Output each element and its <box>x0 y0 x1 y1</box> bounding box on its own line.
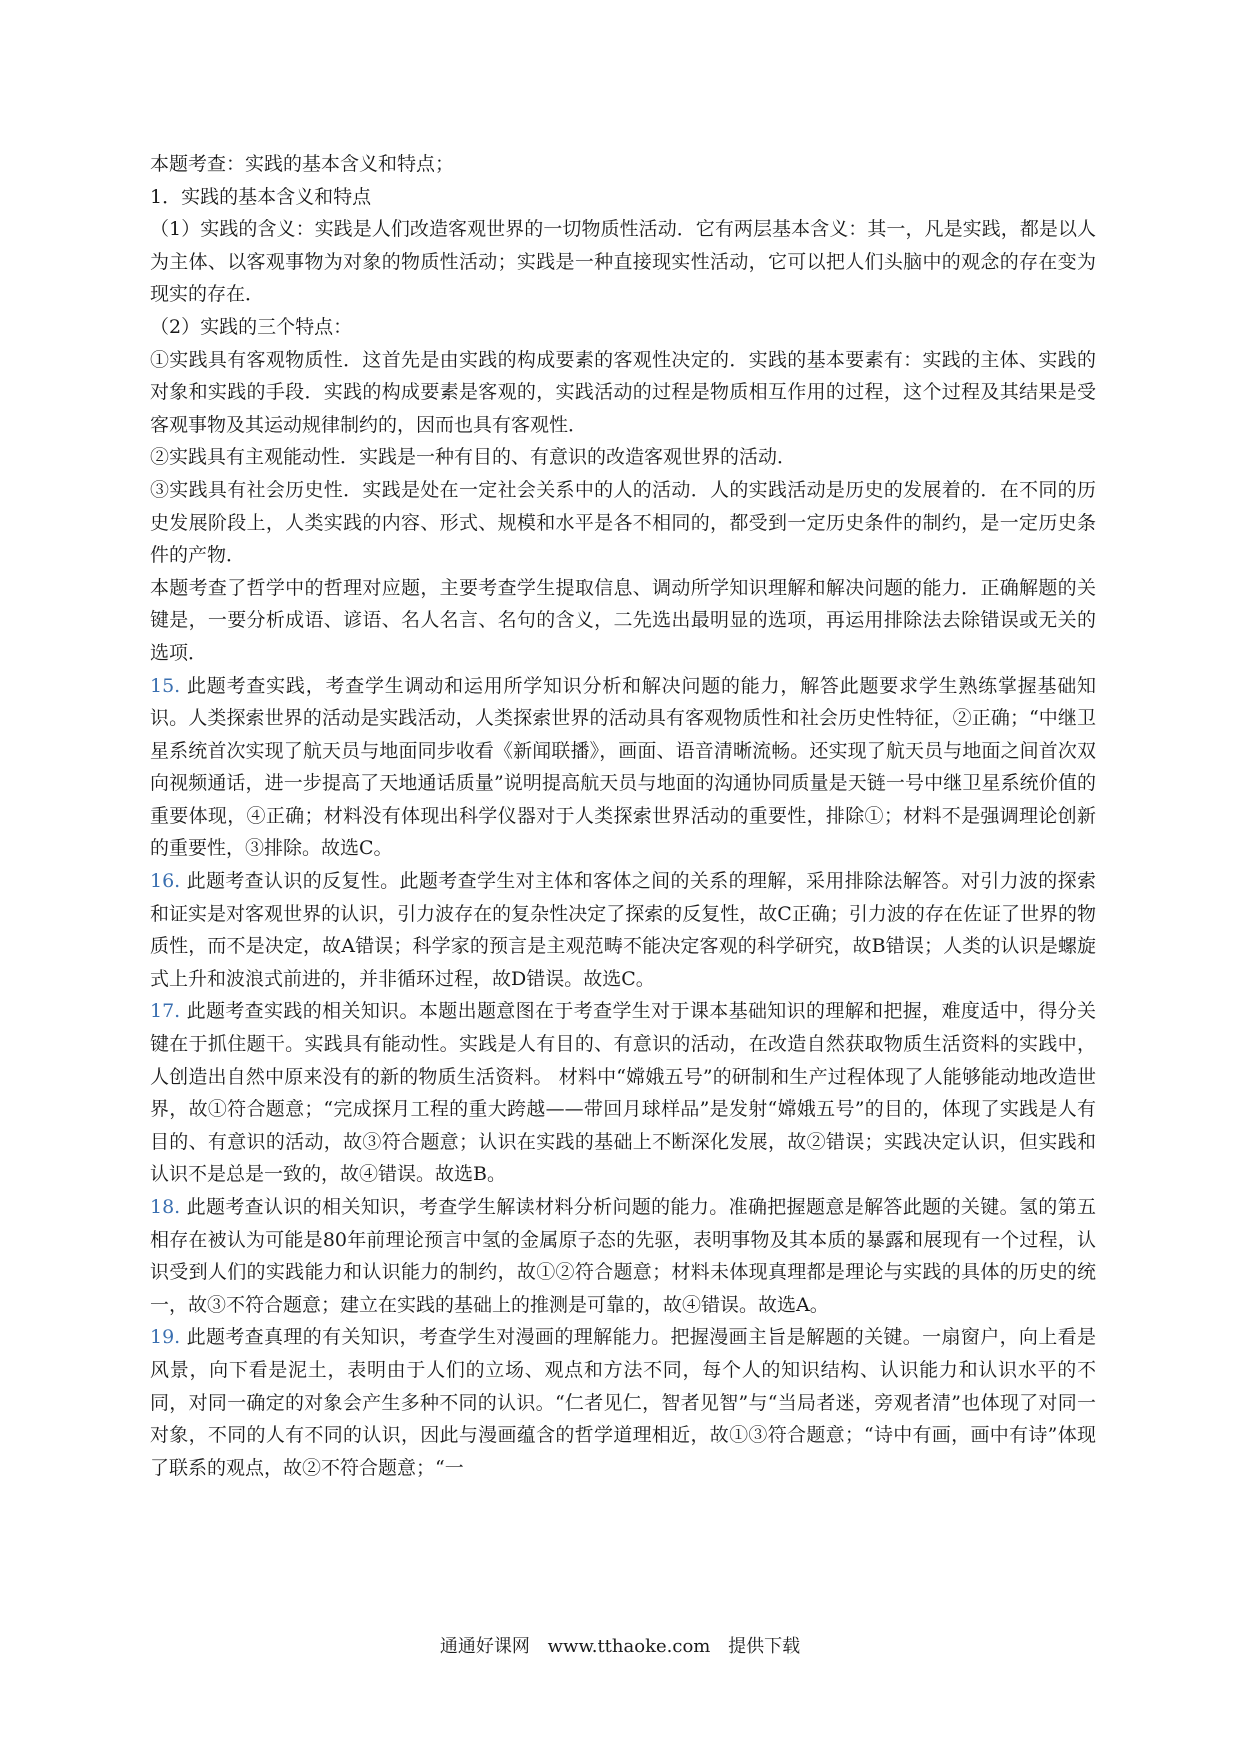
features-heading: （2）实践的三个特点： <box>150 315 353 338</box>
answer-18 <box>150 1191 1096 1321</box>
footer-site-name: 通通好课网 <box>439 1636 530 1657</box>
section-heading: 1．实践的基本含义和特点 <box>150 185 372 208</box>
page-footer <box>0 1632 1240 1658</box>
answer-17 <box>150 995 1096 1191</box>
practice-meaning: （1）实践的含义：实践是人们改造客观世界的一切物质性活动．它有两层基本含义：其一，凡是实践，都是以人为主体、以客观事物为对象的物质性活动；实践是一种直接现实性活动，它可以把人们头脑中的观念的存在变为现实的存在． <box>150 218 1096 306</box>
answer-number: 18. <box>150 1196 181 1218</box>
answer-text: 此题考查认识的相关知识，考查学生解读材料分析问题的能力。准确把握题意是解答此题的关键。氢的第五相存在被认为可能是80年前理论预言中氢的金属原子态的先驱，表明事物及其本质的暴露和展现有一个过程，认识受到人们的实践能力和认识能力的制约，故①②符合题意；材料未体现真理都是理论与实践的具体的历史的统一，故③不符合题意；建立在实践的基础上的推测是可靠的，故④错误。故选A。 <box>150 1196 1096 1316</box>
answer-15 <box>150 670 1096 866</box>
feature-subjective: ②实践具有主观能动性．实践是一种有目的、有意识的改造客观世界的活动． <box>150 446 797 469</box>
summary-paragraph: 本题考查了哲学中的哲理对应题，主要考查学生提取信息、调动所学知识理解和解决问题的能力．正确解题的关键是，一要分析成语、谚语、名人名言、名句的含义，二先选出最明显的选项，再运用排除法去除错误或无关的选项． <box>150 576 1096 664</box>
answer-16 <box>150 865 1096 995</box>
page-content <box>150 148 1096 1484</box>
answer-19 <box>150 1321 1096 1484</box>
footer-note: 提供下载 <box>728 1636 801 1657</box>
answer-text: 此题考查实践，考查学生调动和运用所学知识分析和解决问题的能力，解答此题要求学生熟练掌握基础知识。人类探索世界的活动是实践活动，人类探索世界的活动具有客观物质性和社会历史性特征，②正确；“中继卫星系统首次实现了航天员与地面同步收看《新闻联播》，画面、语音清晰流畅。还实现了航天员与地面之间首次双向视频通话，进一步提高了天地通话质量”说明提高航天员与地面的沟通协同质量是天链一号中继卫星系统价值的重要体现，④正确；材料没有体现出科学仪器对于人类探索世界活动的重要性，排除①；材料不是强调理论创新的重要性，③排除。故选C。 <box>150 674 1096 860</box>
topic-line: 本题考查：实践的基本含义和特点； <box>150 153 455 175</box>
feature-objective: ①实践具有客观物质性．这首先是由实践的构成要素的客观性决定的．实践的基本要素有：实践的主体、实践的对象和实践的手段．实践的构成要素是客观的，实践活动的过程是物质相互作用的过程，这个过程及其结果是受客观事物及其运动规律制约的，因而也具有客观性． <box>150 348 1096 436</box>
answer-number: 17. <box>150 1000 181 1023</box>
answer-number: 19. <box>150 1326 181 1349</box>
footer-url: www.tthaoke.com <box>547 1636 711 1657</box>
answer-text: 此题考查真理的有关知识，考查学生对漫画的理解能力。把握漫画主旨是解题的关键。一扇窗户，向上看是风景，向下看是泥土，表明由于人们的立场、观点和方法不同，每个人的知识结构、认识能力和认识水平的不同，对同一确定的对象会产生多种不同的认识。“仁者见仁，智者见智”与“当局者迷，旁观者清”也体现了对同一对象，不同的人有不同的认识，因此与漫画蕴含的哲学道理相近，故①③符合题意；“诗中有画，画中有诗”体现了联系的观点，故②不符合题意；“一 <box>150 1326 1096 1479</box>
answer-number: 15. <box>150 674 181 697</box>
feature-historical: ③实践具有社会历史性．实践是处在一定社会关系中的人的活动．人的实践活动是历史的发展着的．在不同的历史发展阶段上，人类实践的内容、形式、规模和水平是各不相同的，都受到一定历史条件的制约，是一定历史条件的产物． <box>150 478 1096 567</box>
answer-number: 16. <box>150 870 181 893</box>
answer-text: 此题考查认识的反复性。此题考查学生对主体和客体之间的关系的理解，采用排除法解答。对引力波的探索和证实是对客观世界的认识，引力波存在的复杂性决定了探索的反复性，故C正确；引力波的存在佐证了世界的物质性，而不是决定，故A错误；科学家的预言是主观范畴不能决定客观的科学研究，故B错误；人类的认识是螺旋式上升和波浪式前进的，并非循环过程，故D错误。故选C。 <box>150 870 1096 990</box>
answer-text: 此题考查实践的相关知识。本题出题意图在于考查学生对于课本基础知识的理解和把握，难度适中，得分关键在于抓住题干。实践具有能动性。实践是人有目的、有意识的活动，在改造自然获取物质生活资料的实践中，人创造出自然中原来没有的新的物质生活资料。 材料中“嫦娥五号”的研制和生产过程体现了人能够能动地改造世界，故①符合题意；“完成探月工程的重大跨越——带回月球样品”是发射“嫦娥五号”的目的，体现了实践是人有目的、有意识的活动，故③符合题意；认识在实践的基础上不断深化发展，故②错误；实践决定认识，但实践和认识不是总是一致的，故④错误。故选B。 <box>150 1000 1096 1186</box>
